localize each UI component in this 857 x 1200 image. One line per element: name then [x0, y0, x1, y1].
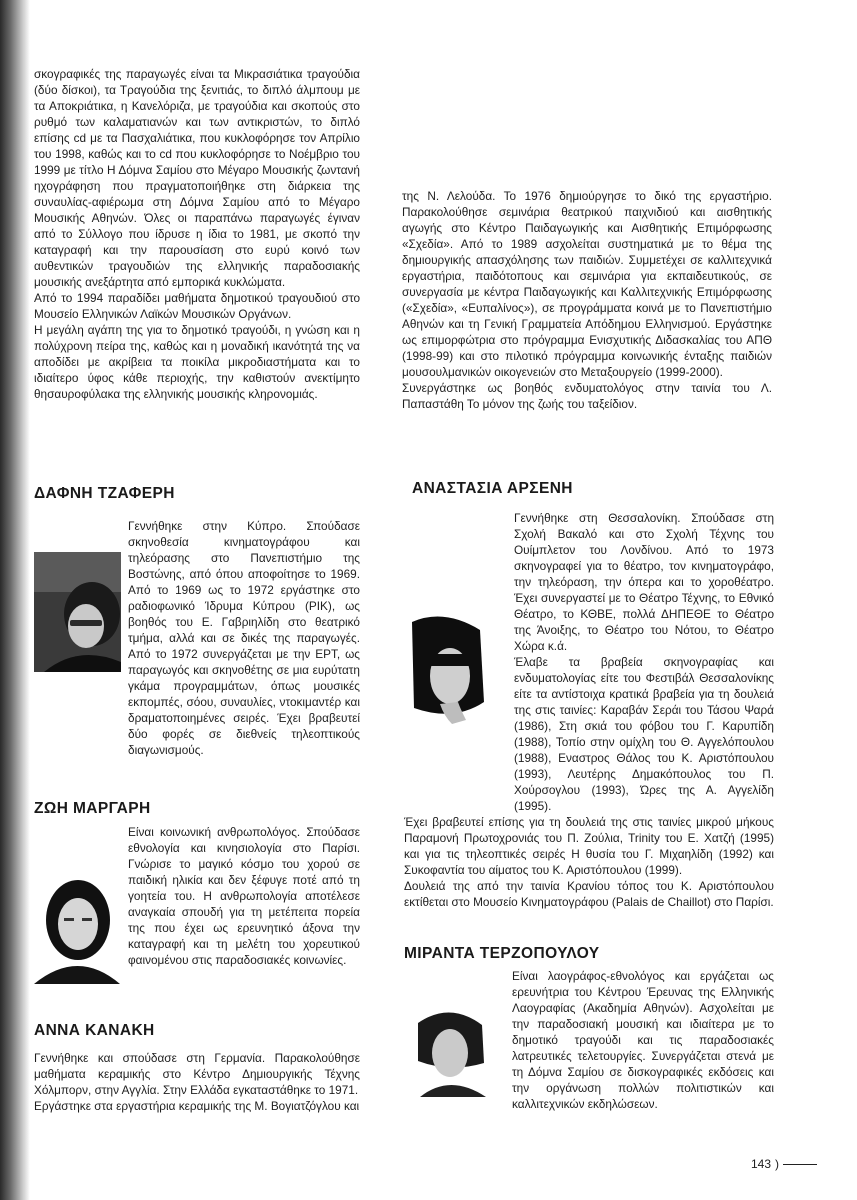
- intro-text-block: [34, 66, 360, 402]
- bio-name-heading: ΔΑΦΝΗ ΤΖΑΦΕΡΗ: [34, 485, 175, 502]
- bio-text-anastasia-p1: Γεννήθηκε στη Θεσσαλονίκη. Σπούδασε στη Σχολή Βακαλό και στο Σχολή Τέχνης του Ουίμπλετον του Λονδίνου. Από το 1973 σκηνογραφεί για το θέατρο, τον κινηματογράφο, την τηλεόραση, την όπερα και το χοροθέατρο. Έχει συνεργαστεί με το Θέατρο Τέχνης, το Εθνικό Θέατρο, το ΚΘΒΕ, πολλά ΔΗΠΕΘΕ το Θέατρο της Άνοιξης, το Θέατρο του Νότου, το Θέατρο Χώρα κ.ά.: [514, 511, 774, 653]
- bio-miranta-text: [404, 968, 774, 1112]
- bio-dafni-text: [34, 518, 360, 758]
- bio-zoi-text: [34, 824, 360, 968]
- intro-paragraph: σκογραφικές της παραγωγές είναι τα Μικρασιάτικα τραγούδια (δύο δίσκοι), τα Τραγούδια της ξενιτιάς, το διπλό άλμπουμ με τα Αποκριάτικα, η Κανελόριζα, με τραγούδια και σκοπούς στο ρυθμό των καλαματιανών και των αντικριστών, το διπλό επίσης cd με τα Πασχαλιάτικα, που κυκλοφόρησε τον Απρίλιο του 1998, καθώς και το cd που κυκλοφόρησε το Νοέμβριο του 1999 με τίτλο Η Δόμνα Σαμίου στο Μέγαρο Μουσικής ζωντανή ηχογράφηση που πραγματοποιήθηκε στη διάρκεια της συναυλίας-αφιέρωμα στη Δόμνα Σαμίου από το Μέγαρο Μουσικής Αθηνών. Όλες οι παραπάνω παραγωγές έγιναν από το Σύλλογο που ίδρυσε η ίδια το 1981, με σκοπό την καταγραφή και την παρουσίαση στο ευρύ κοινό των αυθεντικών τραγουδιών της ελληνικής παραδοσιακής μουσικής ανεξάρτητα από εμπορικά κυκλώματα.: [34, 67, 360, 289]
- bio-text-anna-continued: της Ν. Λελούδα. Το 1976 δημιούργησε το δικό της εργαστήριο. Παρακολούθησε σεμινάρια θεατρικού παιχνιδιού και αισθητικής αγωγής στο Κέντρο Παιδαγωγικής και Αισθητικής Επιμόρφωσης «Σχεδία». Από το 1989 ασχολείται συστηματικά με το θέμα της δημιουργικής απασχόλησης των παιδιών. Συμμετέχει σε καλλιτεχνικά εργαστήρια, παιδότοπους και σεμινάρια για εκπαιδευτικούς, σε συνεργασία με κέντρα Παιδαγωγικής και Καλλιτεχνικής Επιμόρφωσης («Σχεδία», «Ευπαλίνος»), σε προγράμματα κοινά με το Πανεπιστήμιο Αθηνών και τη Γενική Γραμματεία Απόδημου Ελληνισμού. Εργάστηκε ως επιμορφώτρια στο πρόγραμμα Ενισχυτικής Διδασκαλίας του ΑΠΘ (1998-99) και στο πιλοτικό πρόγραμμα κοινωνικής ένταξης παιδιών μουσουλμανικών οικογενειών στο Μεταξουργείο (1999-2000).: [402, 189, 772, 379]
- page-number-text: 143: [750, 1157, 771, 1171]
- bio-text-anna-continued: Συνεργάστηκε ως βοηθός ενδυματολόγος στην ταινία του Λ. Παπαστάθη Το μόνον της ζωής του ταξείδιον.: [402, 381, 772, 411]
- bio-dafni: [34, 485, 360, 503]
- bio-text-anna: Γεννήθηκε και σπούδασε στη Γερμανία. Παρακολούθησε μαθήματα κεραμικής στο Κέντρο Δημιουργικής Τέχνης Χόλμπορν, στην Αγγλία. Στην Ελλάδα εγκαταστάθηκε το 1971.: [34, 1051, 360, 1097]
- bio-name-heading: ΜΙΡΑΝΤΑ ΤΕΡΖΟΠΟΥΛΟΥ: [404, 945, 600, 962]
- bio-text-anastasia-p3: Έχει βραβευτεί επίσης για τη δουλειά της στις ταινίες μικρού μήκους Παραμονή Πρωτοχρονιάς του Π. Ζούλια, Trinity του Ε. Χατζή (1995) και για τις τηλεοπτικές σειρές Η θυσία του Γ. Μιχαηλίδη (1992) και Συκοφαντία του αίματος του Κ. Αριστόπουλου (1999).: [404, 815, 774, 877]
- bio-miranta: [404, 945, 774, 963]
- bio-anna-continued: [402, 188, 772, 412]
- page-number-rule: [783, 1164, 817, 1165]
- intro-paragraph: Από το 1994 παραδίδει μαθήματα δημοτικού τραγουδιού στο Μουσείο Ελληνικών Λαϊκών Μουσικών Οργάνων.: [34, 291, 360, 321]
- bio-anastasia: [412, 480, 772, 498]
- bio-text-miranta: Είναι λαογράφος-εθνολόγος και εργάζεται ως ερευνήτρια του Κέντρου Έρευνας της Ελληνικής Λαογραφίας (Ακαδημία Αθηνών). Ασχολείται με την παραδοσιακή μουσική και ιδιαίτερα με το δημοτικό τραγούδι και τις παραδοσιακές λατρευτικές τελετουργίες. Συνεργάζεται στενά με τη Δόμνα Σαμίου σε δισκογραφικές εκδόσεις και την οργάνωση πολλών πολιτιστικών και καλλιτεχνικών εκδηλώσεων.: [512, 969, 774, 1111]
- bio-text-dafni: Γεννήθηκε στην Κύπρο. Σπούδασε σκηνοθεσία κινηματογράφου και τηλεόρασης στο Πανεπιστήμιο της Βοστώνης, από όπου αποφοίτησε το 1969. Από το 1969 ως το 1972 εργάστηκε στο ραδιοφωνικό Ίδρυμα Κύπρου (ΡΙΚ), ως βοηθός του Ε. Γαβριηλίδη στο θεατρικό τμήμα, αλλά και σε δικές της παραγωγές. Από το 1972 συνεργάζεται με την ΕΡΤ, ως παραγωγός και σκηνοθέτης σε μια ευρύτατη γκάμα προγραμμάτων, όπως μουσικές εκπομπές, σόου, συναυλίες, ντοκιμαντέρ και δραματοποιημένες σειρές. Έχει βραβευτεί δύο φορές σε διεθνείς τηλεοπτικούς διαγωνισμούς.: [128, 519, 360, 757]
- bio-anna: [34, 1022, 360, 1114]
- bio-name-heading: ΑΝΑΣΤΑΣΙΑ ΑΡΣΕΝΗ: [412, 480, 573, 497]
- bio-text-anastasia-p2: Έλαβε τα βραβεία σκηνογραφίας και ενδυματολογίας είτε του Φεστιβάλ Θεσσαλονίκης είτε τα αντίστοιχα κρατικά βραβεία για τη δουλειά της στις ταινίες: Καραβάν Σεράι του Τάσου Ψαρά (1986), Στη σκιά του φόβου του Γ. Καρυπίδη (1988), Τοπίο στην ομίχλη του Θ. Αγγελόπουλου (1988), Εναστρος Θάλος του Κ. Αριστόπουλου (1993), Λευτέρης Δημακόπουλος του Π. Χούρσογλου (1993), Ώρες της Α. Αγγελίδη (1995).: [514, 655, 774, 813]
- bio-name-heading: ΑΝΝΑ ΚΑΝΑΚΗ: [34, 1022, 155, 1039]
- bio-text-anastasia-p4: Δουλειά της από την ταινία Κρανίου τόπος του Κ. Αριστόπουλου εκτίθεται στο Μουσείο Κινηματογράφου (Palais de Chaillot) στο Παρίσι.: [404, 879, 774, 909]
- page-number: [751, 1157, 817, 1171]
- intro-paragraph: Η μεγάλη αγάπη της για το δημοτικό τραγούδι, η γνώση και η πολύχρονη πείρα της, καθώς και η μοναδική ικανότητά της να αποδίδει με ακρίβεια τα ποικίλα μικροδιαστήματα και το ιδιαίτερο ύφος κάθε περιοχής, την καθιστούν ανεκτίμητο θησαυροφύλακα της ελληνικής μουσικής κληρονομιάς.: [34, 323, 360, 401]
- bio-text-anna-cont: Εργάστηκε στα εργαστήρια κεραμικής της Μ. Βογιατζόγλου και: [34, 1099, 360, 1113]
- bio-anastasia-text: [404, 510, 774, 910]
- book-gutter-shadow: [0, 0, 30, 1200]
- page-number-bracket: ): [775, 1157, 779, 1171]
- bio-name-heading: ΖΩΗ ΜΑΡΓΑΡΗ: [34, 800, 151, 817]
- bio-text-zoi: Είναι κοινωνική ανθρωπολόγος. Σπούδασε εθνολογία και κινησιολογία στο Παρίσι. Γνώρισε το μαγικό κόσμο του χορού σε παιδική ηλικία και δεν ξέφυγε ποτέ από τη γοητεία του. Η ανθρωπολογία αποτέλεσε αναγκαία σπουδή για τη μετέπειτα πορεία της που έχει ως ερευνητικό άξονα την καταγραφή και τη μελέτη του χορευτικού φαινομένου στις παραδοσιακές κοινωνίες.: [128, 825, 360, 967]
- bio-zoi: [34, 800, 360, 818]
